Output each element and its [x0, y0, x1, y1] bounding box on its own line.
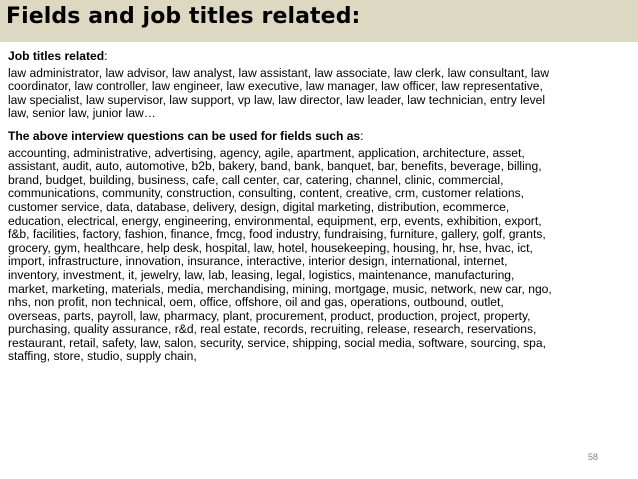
- text-line: staffing, store, studio, supply chain,: [8, 349, 197, 364]
- fields-heading: [8, 130, 634, 144]
- text-line: inventory, investment, it, jewelry, law, lab, leasing, legal, logistics, maintenance, manufacturing,: [8, 267, 515, 282]
- text-line: restaurant, retail, safety, law, salon, security, service, shipping, social media, software, sourcing, spa,: [8, 335, 546, 350]
- text-line: grocery, gym, healthcare, help desk, hospital, law, hotel, housekeeping, housing, hr, hse, hvac, ict,: [8, 240, 533, 255]
- text-line: brand, budget, building, business, cafe, call center, car, catering, channel, clinic, commercial,: [8, 172, 504, 187]
- fields-heading-colon: :: [360, 128, 364, 143]
- text-line: education, electrical, energy, engineering, environmental, equipment, erp, events, exhibition, export,: [8, 213, 542, 228]
- text-line: purchasing, quality assurance, r&d, real estate, records, recruiting, release, research, reservations,: [8, 322, 537, 337]
- job-titles-list: [8, 67, 634, 121]
- text-line: law specialist, law supervisor, law support, vp law, law director, law leader, law technician, entry level: [8, 92, 546, 107]
- page-number: 58: [588, 452, 599, 462]
- text-line: market, marketing, materials, media, merchandising, mining, mortgage, music, network, new car, ngo,: [8, 281, 552, 296]
- fields-heading-text: The above interview questions can be used for fields such as: [8, 128, 361, 143]
- text-line: nhs, non profit, non technical, oem, office, offshore, oil and gas, operations, outbound, outlet,: [8, 295, 504, 310]
- fields-list: [8, 147, 634, 365]
- job-titles-heading-colon: :: [104, 49, 108, 63]
- slide-content: [8, 50, 634, 364]
- slide-title: Fields and job titles related:: [6, 4, 361, 29]
- text-line: overseas, parts, payroll, law, pharmacy, plant, procurement, product, production, project, property,: [8, 308, 531, 323]
- text-line: law administrator, law advisor, law analyst, law assistant, law associate, law clerk, law consultant, law: [8, 65, 550, 80]
- text-line: assistant, audit, auto, automotive, b2b, bakery, band, bank, banquet, bar, benefits, beverage, billing,: [8, 159, 542, 174]
- job-titles-heading-text: Job titles related: [8, 49, 105, 63]
- text-line: law, senior law, junior law…: [8, 106, 156, 121]
- text-line: customer service, data, database, delivery, design, digital marketing, distribution, ecommerce,: [8, 199, 510, 214]
- title-bar: [0, 0, 638, 42]
- text-line: import, infrastructure, innovation, insurance, interactive, interior design, international, internet,: [8, 254, 508, 269]
- job-titles-heading: [8, 50, 634, 64]
- text-line: f&b, facilities, factory, fashion, finance, fmcg, food industry, fundraising, furniture, gallery, golf, grants,: [8, 227, 546, 242]
- text-line: accounting, administrative, advertising, agency, agile, apartment, application, architecture, asset,: [8, 145, 525, 160]
- text-line: communications, community, construction, consulting, content, creative, crm, customer relations,: [8, 186, 524, 201]
- text-line: coordinator, law controller, law engineer, law executive, law manager, law officer, law representative,: [8, 79, 543, 94]
